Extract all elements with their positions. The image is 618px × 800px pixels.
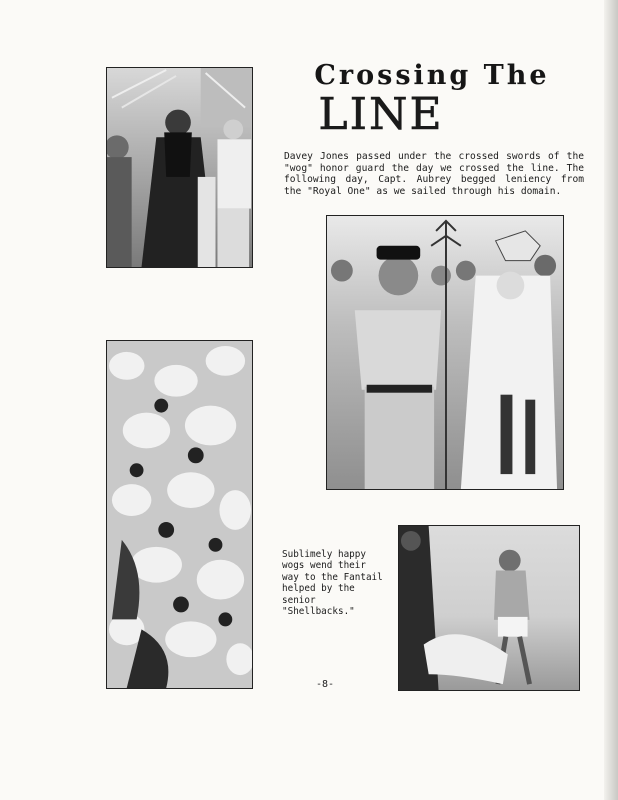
page-number: -8-: [316, 679, 335, 690]
page-title-line1: Crossing The: [314, 60, 550, 91]
caption-side: Sublimely happy wogs wend their way to the Fantail helped by the senior "Shellbacks.": [282, 549, 383, 618]
photo-shellbacks-fantail: [398, 525, 580, 691]
photo-davey-jones-crossed-swords: [106, 67, 253, 268]
photo-captain-king-neptune: [326, 215, 564, 490]
caption-top: Davey Jones passed under the crossed swords of the "wog" honor guard the day we crossed the line. The following day, Capt. Aubrey begged leniency from the "Royal One" as we sailed through his domain.: [284, 151, 584, 197]
photo-wogs-crowd: [106, 340, 253, 689]
page-title-line2: LINE: [318, 89, 444, 140]
page-edge-shadow: [604, 0, 618, 800]
